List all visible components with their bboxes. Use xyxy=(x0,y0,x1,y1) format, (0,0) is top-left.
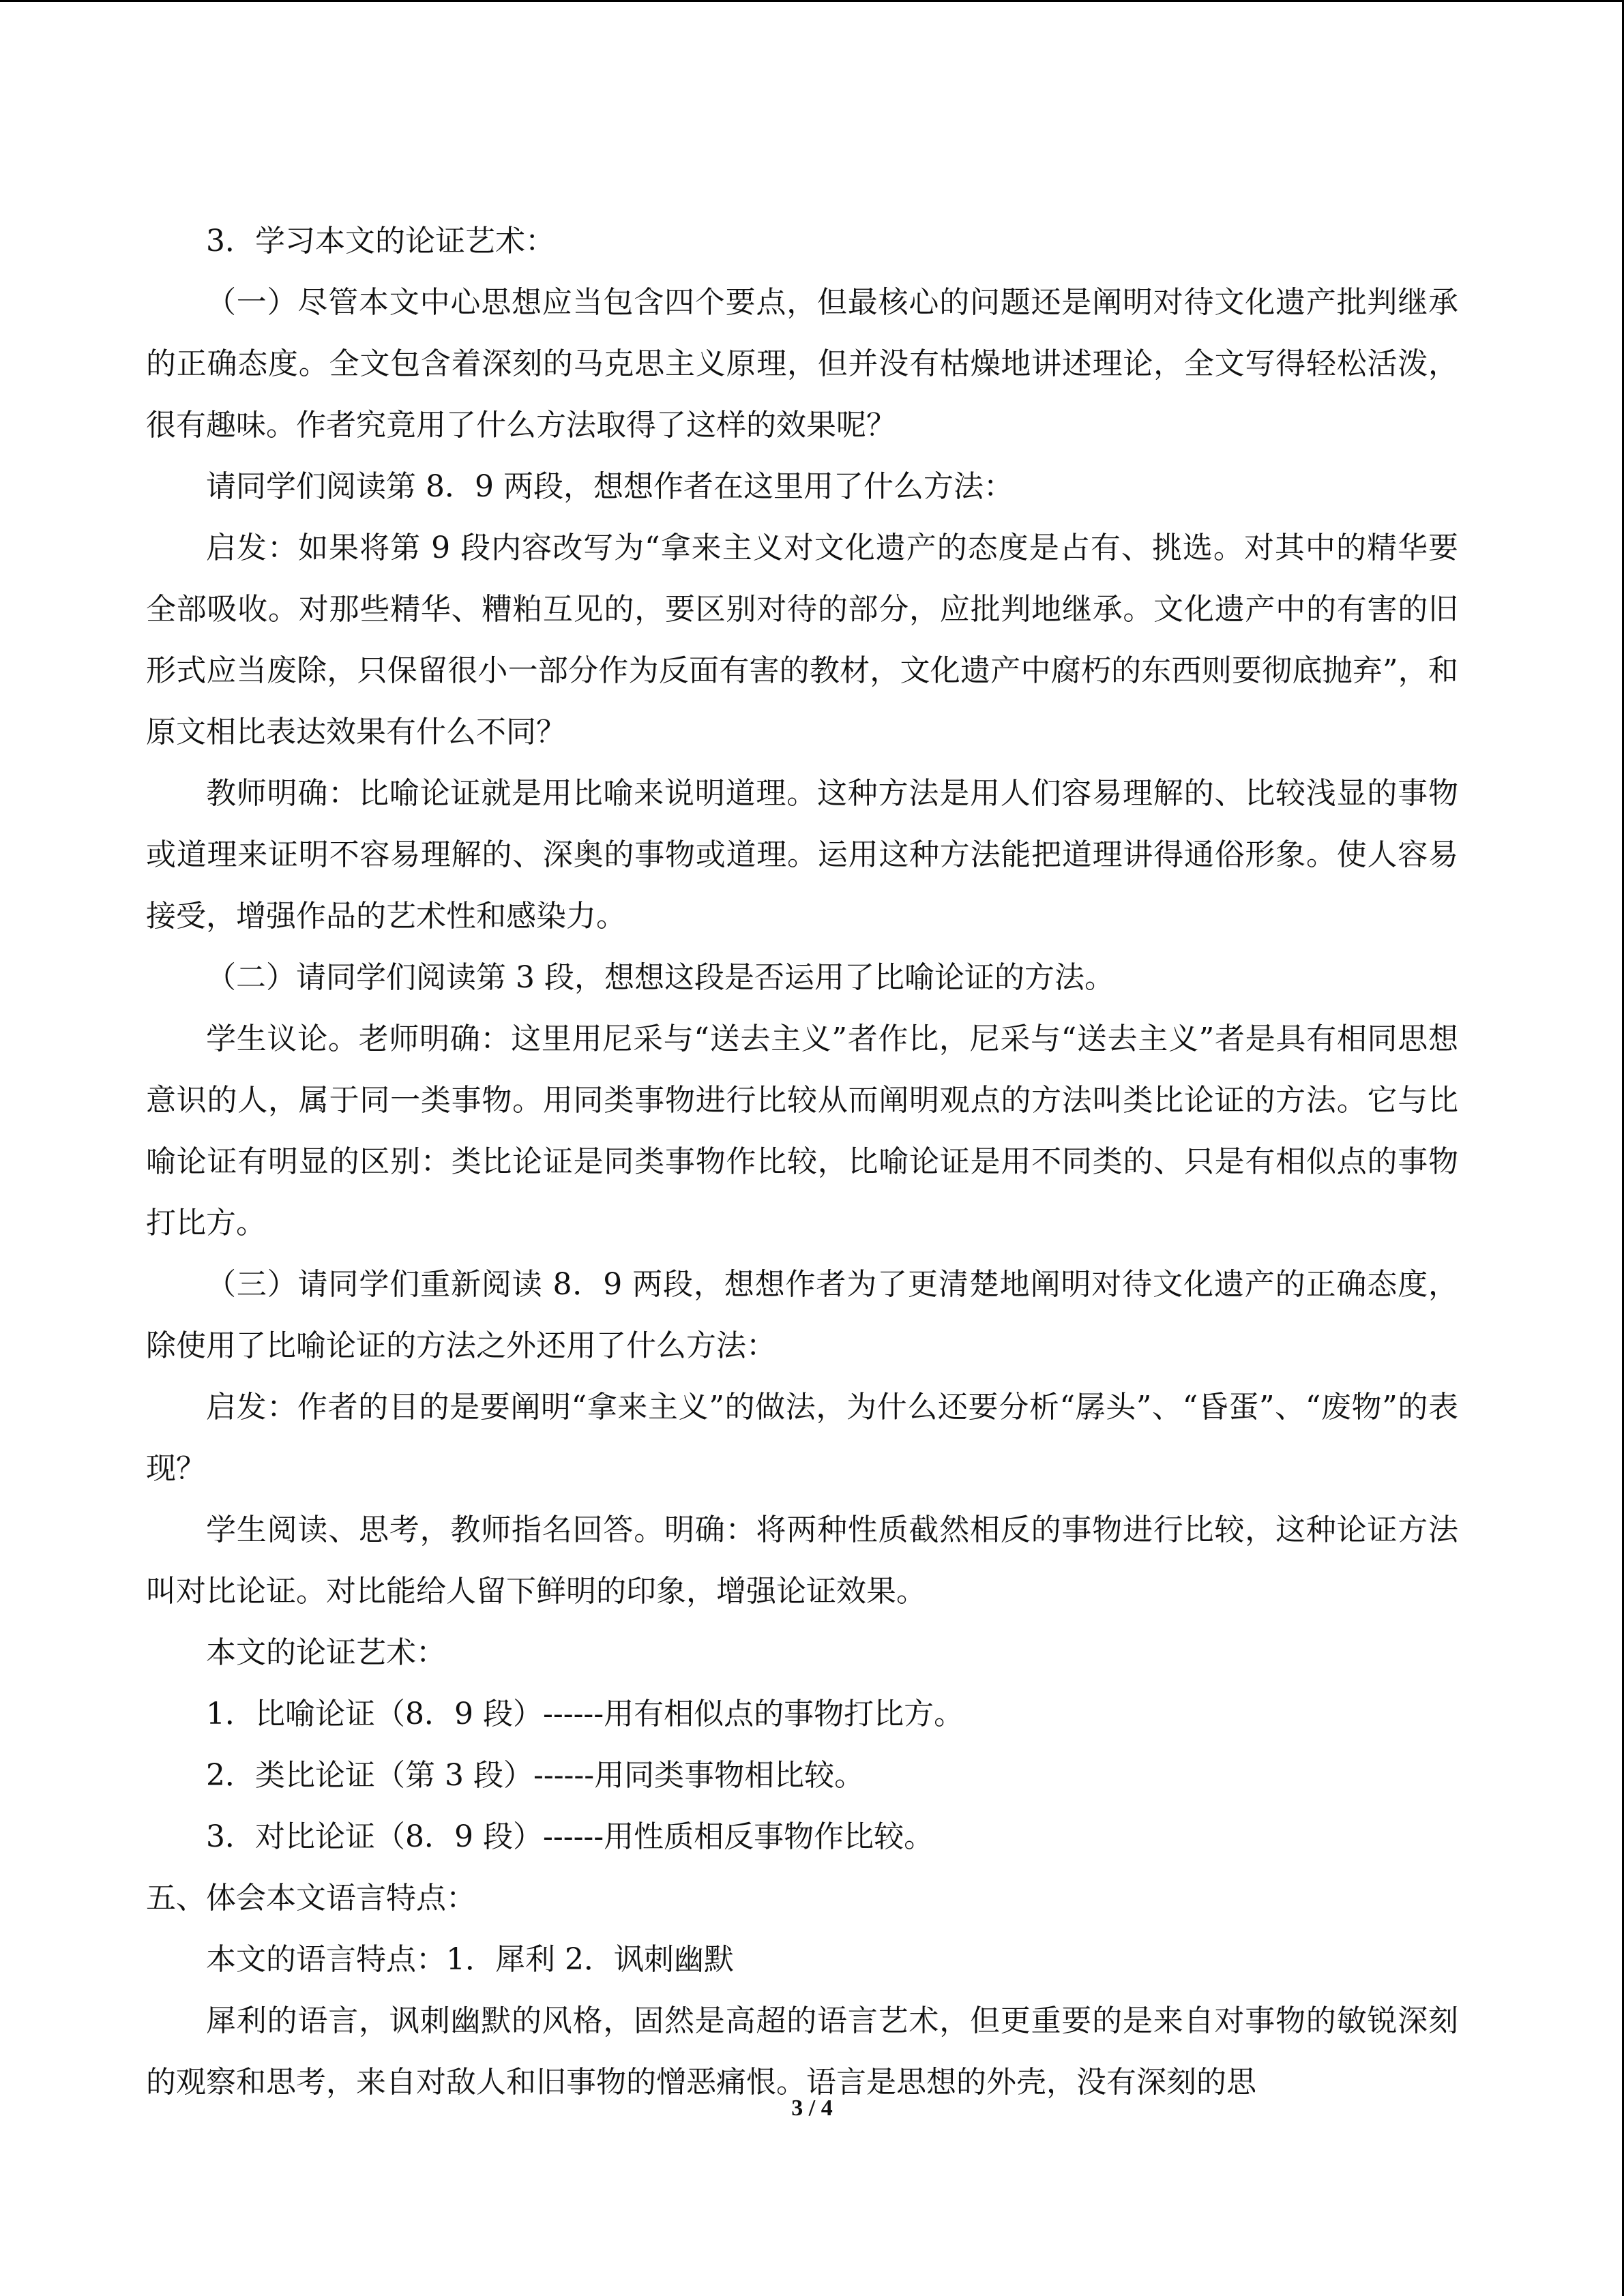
list-item: 3．对比论证（8．9 段）------用性质相反事物作比较。 xyxy=(206,1819,934,1854)
paragraph: （三）请同学们重新阅读 8．9 两段，想想作者为了更清楚地阐明对待文化遗产的正确态度，除使用了比喻论证的方法之外还用了什么方法： xyxy=(146,1267,1458,1363)
paragraph: 启发：作者的目的是要阐明“拿来主义”的做法，为什么还要分析“孱头”、“昏蛋”、“废物”的表现？ xyxy=(146,1390,1458,1486)
page-number: 3 / 4 xyxy=(791,2096,833,2121)
section-heading: 五、体会本文语言特点： xyxy=(146,1881,476,1915)
list-item: 本文的论证艺术： xyxy=(206,1635,446,1670)
paragraph: 本文的语言特点：1．犀利 2．讽刺幽默 xyxy=(206,1942,734,1977)
paragraph: （一）尽管本文中心思想应当包含四个要点，但最核心的问题还是阐明对待文化遗产批判继承的正确态度。全文包含着深刻的马克思主义原理，但并没有枯燥地讲述理论，全文写得轻松活泼，很有趣味。作者究竟用了什么方法取得了这样的效果呢？ xyxy=(146,285,1458,443)
paragraph: 犀利的语言，讽刺幽默的风格，固然是高超的语言艺术，但更重要的是来自对事物的敏锐深刻的观察和思考，来自对敌人和旧事物的憎恶痛恨。语言是思想的外壳，没有深刻的思 xyxy=(146,2003,1458,2100)
document-body xyxy=(146,211,1458,2113)
list-item: 1．比喻论证（8．9 段）------用有相似点的事物打比方。 xyxy=(206,1697,964,1731)
paragraph: 请同学们阅读第 8．9 两段，想想作者在这里用了什么方法： xyxy=(206,469,1014,504)
paragraph: 启发：如果将第 9 段内容改写为“拿来主义对文化遗产的态度是占有、挑选。对其中的精华要全部吸收。对那些精华、糟粕互见的，要区别对待的部分，应批判地继承。文化遗产中的有害的旧形式应当废除，只保留很小一部分作为反面有害的教材，文化遗产中腐朽的东西则要彻底抛弃”，和原文相比表达效果有什么不同？ xyxy=(146,531,1458,749)
paragraph: 教师明确：比喻论证就是用比喻来说明道理。这种方法是用人们容易理解的、比较浅显的事物或道理来证明不容易理解的、深奥的事物或道理。运用这种方法能把道理讲得通俗形象。使人容易接受，增强作品的艺术性和感染力。 xyxy=(146,776,1458,934)
paragraph: （二）请同学们阅读第 3 段，想想这段是否运用了比喻论证的方法。 xyxy=(206,960,1114,995)
paragraph: 学生议论。老师明确：这里用尼采与“送去主义”者作比，尼采与“送去主义”者是具有相同思想意识的人，属于同一类事物。用同类事物进行比较从而阐明观点的方法叫类比论证的方法。它与比喻论证有明显的区别：类比论证是同类事物作比较，比喻论证是用不同类的、只是有相似点的事物打比方。 xyxy=(146,1022,1458,1240)
list-item: 2．类比论证（第 3 段）------用同类事物相比较。 xyxy=(206,1758,865,1793)
paragraph: 3．学习本文的论证艺术： xyxy=(206,224,555,258)
paragraph: 学生阅读、思考，教师指名回答。明确：将两种性质截然相反的事物进行比较，这种论证方法叫对比论证。对比能给人留下鲜明的印象，增强论证效果。 xyxy=(146,1512,1458,1609)
